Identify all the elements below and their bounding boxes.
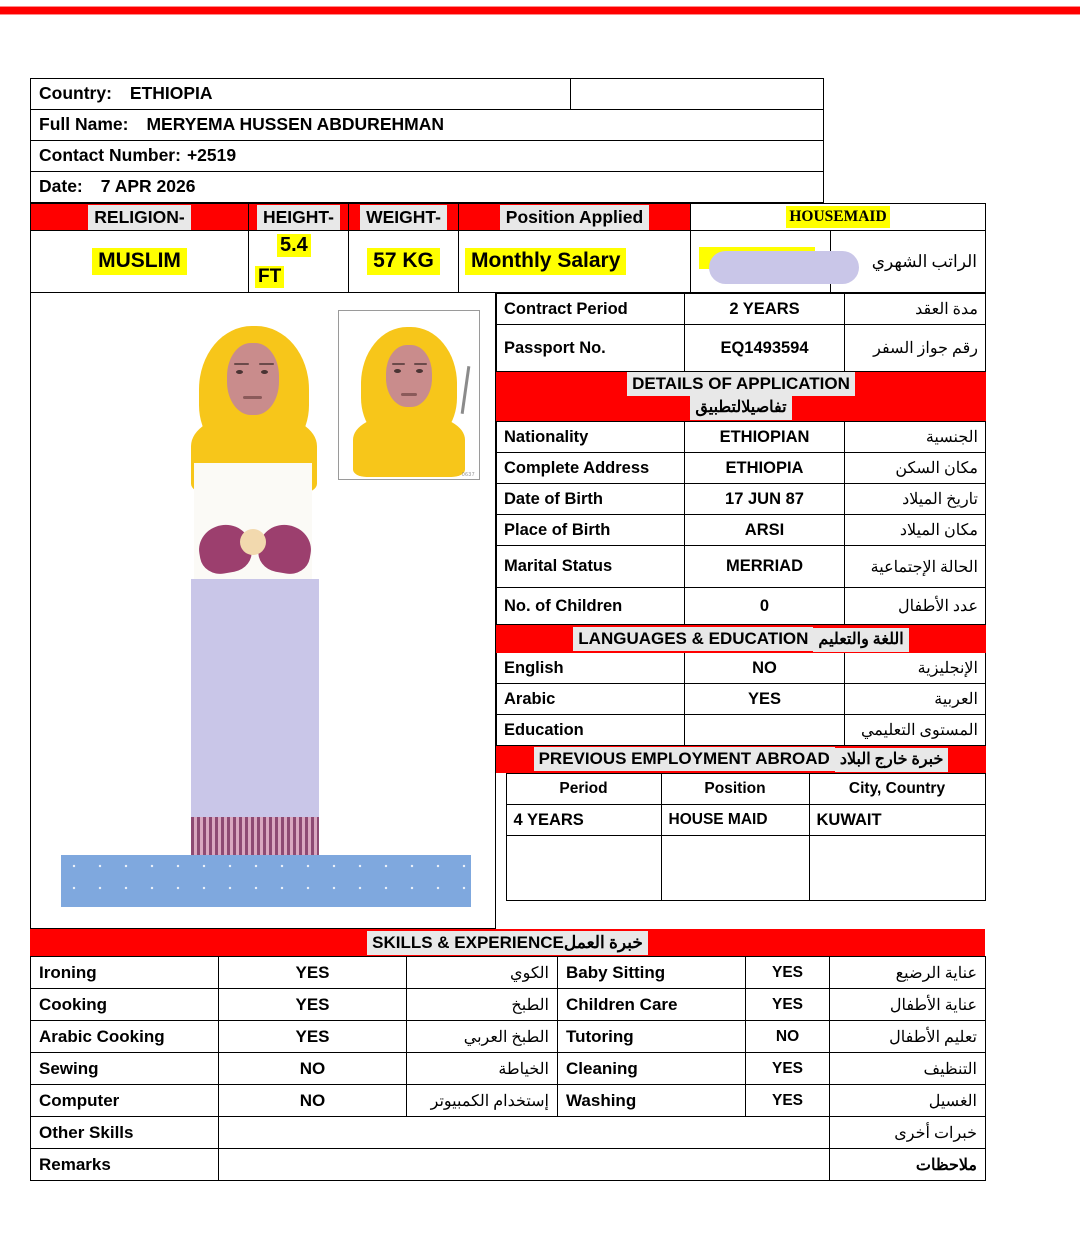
marital-status-arabic: الحالة الإجتماعية	[845, 546, 986, 588]
languages-education-title-arabic: اللغة والتعليم	[813, 628, 908, 652]
photo-and-details-section	[30, 293, 985, 929]
height-value-cell	[249, 231, 349, 293]
height-value: 5.4	[277, 234, 311, 257]
contract-period-arabic: مدة العقد	[845, 294, 986, 325]
skill-tutoring-label: Tutoring	[558, 1021, 746, 1053]
skill-computer-label: Computer	[31, 1085, 219, 1117]
complete-address-value: ETHIOPIA	[685, 453, 845, 484]
skills-experience-title-arabic: خبرة العمل	[563, 932, 643, 952]
skill-sewing-value: NO	[219, 1053, 407, 1085]
education-arabic: المستوى التعليمي	[845, 715, 986, 746]
religion-value-cell	[31, 231, 249, 293]
skill-tutoring-value: NO	[746, 1021, 830, 1053]
floor-mat	[61, 855, 471, 907]
skill-computer-value: NO	[219, 1085, 407, 1117]
languages-header-row	[497, 626, 986, 653]
religion-label: RELIGION-	[88, 205, 190, 230]
employment-period-value: 4 YEARS	[506, 805, 661, 836]
passport-photo-inset	[338, 310, 480, 480]
skill-arabic-cooking-label: Arabic Cooking	[31, 1021, 219, 1053]
skill-cleaning-label: Cleaning	[558, 1053, 746, 1085]
country-cell	[31, 79, 571, 110]
date-of-birth-label: Date of Birth	[497, 484, 685, 515]
inset-brow-right	[414, 363, 427, 365]
main-eye-right	[261, 370, 268, 374]
position-applied-header	[459, 204, 691, 231]
details-column	[496, 293, 985, 929]
top-accent-bar	[0, 6, 1080, 15]
table-row	[31, 1021, 986, 1053]
date-of-birth-arabic: تاريخ الميلاد	[845, 484, 986, 515]
skill-ironing-label: Ironing	[31, 957, 219, 989]
weight-value: 57 KG	[367, 248, 440, 274]
main-eye-left	[236, 370, 243, 374]
table-row	[496, 805, 985, 836]
passport-no-arabic: رقم جواز السفر	[845, 325, 986, 372]
remarks-arabic: ملاحظات	[830, 1149, 986, 1181]
table-row	[497, 325, 986, 372]
date-cell	[31, 172, 824, 203]
details-of-application-header	[497, 372, 986, 421]
employment-city-country-value: KUWAIT	[809, 805, 985, 836]
employment-city-country-value-empty	[809, 836, 985, 901]
employment-position-value: HOUSE MAID	[661, 805, 809, 836]
employment-indent-spacer	[496, 805, 506, 836]
date-label: Date:	[39, 176, 83, 197]
skill-arabic-cooking-arabic: الطبخ العربي	[407, 1021, 558, 1053]
skill-tutoring-arabic: تعليم الأطفال	[830, 1021, 986, 1053]
education-value	[685, 715, 845, 746]
passport-no-value: EQ1493594	[685, 325, 845, 372]
number-of-children-label: No. of Children	[497, 588, 685, 625]
height-header	[249, 204, 349, 231]
arabic-arabic: العربية	[845, 684, 986, 715]
table-row	[31, 1117, 986, 1149]
employment-column-header-row	[496, 774, 985, 805]
place-of-birth-value: ARSI	[685, 515, 845, 546]
applicant-cv-sheet	[30, 78, 985, 1181]
remarks-value	[219, 1149, 830, 1181]
other-skills-value	[219, 1117, 830, 1149]
skill-cleaning-arabic: التنظيف	[830, 1053, 986, 1085]
skill-baby-sitting-arabic: عناية الرضيع	[830, 957, 986, 989]
skill-washing-label: Washing	[558, 1085, 746, 1117]
languages-education-table	[496, 625, 986, 773]
skill-ironing-arabic: الكوي	[407, 957, 558, 989]
skill-washing-arabic: الغسيل	[830, 1085, 986, 1117]
table-row	[497, 588, 986, 625]
main-face	[227, 343, 279, 415]
english-arabic: الإنجليزية	[845, 653, 986, 684]
skill-ironing-value: YES	[219, 957, 407, 989]
contact-number-value: +2519	[186, 145, 237, 166]
marital-status-label: Marital Status	[497, 546, 685, 588]
other-skills-arabic: خبرات أخرى	[830, 1117, 986, 1149]
nationality-value: ETHIOPIAN	[685, 422, 845, 453]
nationality-arabic: الجنسية	[845, 422, 986, 453]
main-skirt	[191, 579, 319, 855]
table-row	[497, 546, 986, 588]
table-row	[31, 1053, 986, 1085]
inset-shoulders	[353, 415, 465, 477]
skill-children-care-arabic: عناية الأطفال	[830, 989, 986, 1021]
full-name-cell	[31, 110, 824, 141]
weight-label: WEIGHT-	[360, 205, 447, 230]
place-of-birth-arabic: مكان الميلاد	[845, 515, 986, 546]
skill-computer-arabic: إستخدام الكمبيوتر	[407, 1085, 558, 1117]
table-row	[497, 484, 986, 515]
full-name-label: Full Name:	[39, 114, 129, 135]
table-row	[497, 715, 986, 746]
main-mouth	[243, 396, 262, 399]
inset-eye-left	[394, 369, 401, 373]
skill-cooking-label: Cooking	[31, 989, 219, 1021]
previous-employment-header	[497, 746, 986, 773]
arabic-value: YES	[685, 684, 845, 715]
inset-brow-left	[392, 363, 405, 365]
place-of-birth-label: Place of Birth	[497, 515, 685, 546]
contact-number-label: Contact Number:	[39, 145, 181, 166]
employment-period-value-empty	[506, 836, 661, 901]
main-hand-flower	[240, 529, 266, 555]
table-row	[497, 453, 986, 484]
monthly-salary-label-cell	[459, 231, 691, 293]
applicant-photo	[31, 293, 495, 928]
skill-sewing-label: Sewing	[31, 1053, 219, 1085]
date-of-birth-value: 17 JUN 87	[685, 484, 845, 515]
table-row	[497, 422, 986, 453]
monthly-salary-value-cell	[691, 231, 986, 293]
application-details-table	[496, 421, 986, 625]
table-row	[31, 1085, 986, 1117]
skill-cleaning-value: YES	[746, 1053, 830, 1085]
employment-indent-spacer	[496, 774, 506, 805]
main-skirt-hem	[191, 817, 319, 859]
employment-col-period: Period	[506, 774, 661, 805]
details-of-application-title: DETAILS OF APPLICATION	[627, 372, 855, 396]
table-row	[31, 957, 986, 989]
weight-value-cell	[349, 231, 459, 293]
country-empty-cell	[571, 79, 824, 110]
passport-no-label: Passport No.	[497, 325, 685, 372]
table-row	[31, 110, 824, 141]
languages-education-title: LANGUAGES & EDUCATION	[573, 627, 813, 651]
previous-employment-table	[496, 773, 986, 901]
arabic-label: Arabic	[497, 684, 685, 715]
table-row	[497, 653, 986, 684]
skill-cooking-value: YES	[219, 989, 407, 1021]
table-row	[31, 989, 986, 1021]
height-unit: FT	[255, 266, 284, 288]
religion-header	[31, 204, 249, 231]
date-value: 7 APR 2026	[100, 176, 196, 197]
skill-children-care-value: YES	[746, 989, 830, 1021]
full-name-value: MERYEMA HUSSEN ABDUREHMAN	[146, 114, 444, 135]
identity-header-table	[30, 78, 824, 203]
number-of-children-arabic: عدد الأطفال	[845, 588, 986, 625]
attributes-header-row	[31, 204, 986, 231]
main-brow-right	[259, 363, 274, 365]
skill-baby-sitting-label: Baby Sitting	[558, 957, 746, 989]
skills-experience-title: SKILLS & EXPERIENCE	[372, 932, 564, 952]
employment-indent-spacer	[496, 836, 506, 901]
employment-col-city-country: City, Country	[809, 774, 985, 805]
skill-children-care-label: Children Care	[558, 989, 746, 1021]
remarks-label: Remarks	[31, 1149, 219, 1181]
position-applied-label: Position Applied	[500, 205, 649, 230]
details-of-application-header-row	[497, 372, 986, 421]
employment-header-row	[497, 746, 986, 773]
religion-value: MUSLIM	[92, 248, 187, 274]
skill-cooking-arabic: الطبخ	[407, 989, 558, 1021]
employment-position-value-empty	[661, 836, 809, 901]
skill-baby-sitting-value: YES	[746, 957, 830, 989]
complete-address-label: Complete Address	[497, 453, 685, 484]
attributes-value-row	[31, 231, 986, 293]
contract-period-label: Contract Period	[497, 294, 685, 325]
complete-address-arabic: مكان السكن	[845, 453, 986, 484]
table-row	[497, 294, 986, 325]
skill-arabic-cooking-value: YES	[219, 1021, 407, 1053]
skills-table	[30, 956, 986, 1181]
inset-face	[386, 345, 432, 407]
country-label: Country:	[39, 83, 112, 104]
main-brow-left	[234, 363, 249, 365]
education-label: Education	[497, 715, 685, 746]
details-of-application-title-arabic: تفاصيلالتطبيق	[690, 396, 791, 420]
country-value: ETHIOPIA	[129, 83, 213, 104]
table-row	[496, 836, 985, 901]
previous-employment-title: PREVIOUS EMPLOYMENT ABROAD	[534, 747, 835, 771]
employment-col-position: Position	[661, 774, 809, 805]
applicant-photo-panel	[30, 293, 496, 929]
english-label: English	[497, 653, 685, 684]
skills-experience-header	[30, 929, 985, 956]
weight-header	[349, 204, 459, 231]
attributes-banner-table	[30, 203, 986, 293]
table-row	[31, 172, 824, 203]
inset-pen-mark	[461, 366, 471, 414]
nationality-label: Nationality	[497, 422, 685, 453]
table-row	[31, 79, 824, 110]
table-row	[31, 141, 824, 172]
monthly-salary-label-arabic: الراتب الشهري	[871, 251, 977, 271]
position-applied-value: HOUSEMAID	[786, 206, 889, 228]
skill-sewing-arabic: الخياطة	[407, 1053, 558, 1085]
inset-mouth	[401, 393, 417, 396]
marital-status-value: MERRIAD	[685, 546, 845, 588]
monthly-salary-label: Monthly Salary	[465, 248, 626, 274]
inset-photo-code: 0637	[461, 472, 475, 478]
skills-experience-title-group	[367, 931, 648, 955]
salary-redaction-mark	[709, 251, 859, 284]
inset-eye-right	[416, 369, 423, 373]
height-label: HEIGHT-	[257, 205, 340, 230]
contract-period-value: 2 YEARS	[685, 294, 845, 325]
skill-washing-value: YES	[746, 1085, 830, 1117]
number-of-children-value: 0	[685, 588, 845, 625]
table-row	[497, 684, 986, 715]
previous-employment-title-arabic: خبرة خارج البلاد	[835, 748, 949, 772]
contract-table	[496, 293, 986, 421]
english-value: NO	[685, 653, 845, 684]
other-skills-label: Other Skills	[31, 1117, 219, 1149]
contact-number-cell	[31, 141, 824, 172]
position-applied-value-cell	[691, 204, 986, 231]
table-row	[497, 515, 986, 546]
table-row	[31, 1149, 986, 1181]
languages-education-header	[497, 626, 986, 653]
